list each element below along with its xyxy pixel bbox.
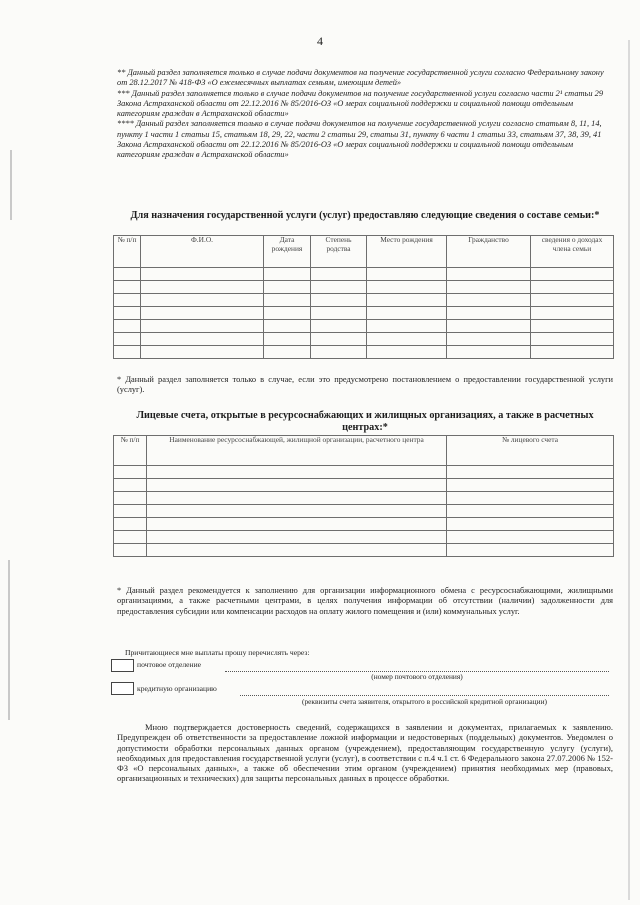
declaration-text: Мною подтверждается достоверность сведений, содержащихся в заявлении и документах, прилагаемых к заявлению. Предупрежден об ответственности за предоставление ложной информации и недостоверных (поддельных) документов. Уведомлен о допустимости обработки персональных данных органом (учреждением), предоставляющим государственную услугу (услуги), необходимых для предоставления государственной услуги (услуг), в соответствии с п.4 ч.1 ст. 6 Федерального закона 27.07.2006 № 152-ФЗ «О персональных данных», а также об обеспечении этим органом (учреждением) принятия необходимых мер (правовых, организационных и технических) для защиты персональных данных в процессе обработки. <box>117 722 613 784</box>
table-cell[interactable] <box>447 492 614 505</box>
table-cell[interactable] <box>531 333 614 346</box>
family-row <box>114 294 614 307</box>
table-cell[interactable] <box>447 346 531 359</box>
accounts-row <box>114 492 614 505</box>
table-cell[interactable] <box>147 544 447 557</box>
family-col-header: Гражданство <box>447 236 531 268</box>
table-cell[interactable] <box>264 307 311 320</box>
table-cell[interactable] <box>367 294 447 307</box>
table-cell[interactable] <box>147 518 447 531</box>
accounts-row <box>114 531 614 544</box>
accounts-row <box>114 466 614 479</box>
table-cell[interactable] <box>141 320 264 333</box>
accounts-row <box>114 544 614 557</box>
family-col-header: Ф.И.О. <box>141 236 264 268</box>
table-cell[interactable] <box>114 281 141 294</box>
table-cell[interactable] <box>114 346 141 359</box>
family-col-header: сведения о доходах члена семьи <box>531 236 614 268</box>
table-cell[interactable] <box>311 333 367 346</box>
table-cell[interactable] <box>147 466 447 479</box>
table-cell[interactable] <box>264 346 311 359</box>
table-cell[interactable] <box>311 281 367 294</box>
table-cell[interactable] <box>311 307 367 320</box>
accounts-col-header: № п/п <box>114 436 147 466</box>
table-cell[interactable] <box>114 531 147 544</box>
bank-field[interactable] <box>240 695 609 696</box>
table-cell[interactable] <box>141 294 264 307</box>
bank-caption: (реквизиты счета заявителя, открытого в российской кредитной организации) <box>302 697 547 706</box>
scan-margin-mark <box>10 150 12 220</box>
post-office-caption: (номер почтового отделения) <box>371 672 463 681</box>
table-cell[interactable] <box>114 544 147 557</box>
table-cell[interactable] <box>264 268 311 281</box>
scan-margin-mark <box>628 40 630 900</box>
table-cell[interactable] <box>311 346 367 359</box>
family-col-header: № п/п <box>114 236 141 268</box>
table-cell[interactable] <box>367 281 447 294</box>
table-cell[interactable] <box>114 518 147 531</box>
note-item: ** Данный раздел заполняется только в случае подачи документов на получение государственной услуги согласно Федеральному закону от 28.12.2017 № 418-ФЗ «О ежемесячных выплатах семьям, имеющим детей» <box>117 68 604 88</box>
note-item: **** Данный раздел заполняется только в случае подачи документов на получение государственной услуги согласно статьям 8, 11, 14, пункту 1 части 1 статьи 15, статьям 18, 29, 22, части 2 статьи 29, статьи 31, пункту 6 части 1 статьи 33, статьям 37, 38, 39, 41 Закона Астраханской области от 22.12.2016 № 85/2016-ОЗ «О мерах социальной поддержки и социальной помощи отдельным категориям граждан в Астраханской области» <box>117 119 602 160</box>
accounts-row <box>114 505 614 518</box>
table-cell[interactable] <box>114 479 147 492</box>
table-cell[interactable] <box>367 333 447 346</box>
accounts-col-header: № лицевого счета <box>447 436 614 466</box>
bank-label: кредитную организацию <box>137 684 217 693</box>
table-cell[interactable] <box>447 281 531 294</box>
table-cell[interactable] <box>141 346 264 359</box>
table-cell[interactable] <box>147 479 447 492</box>
accounts-col-header: Наименование ресурсоснабжающей, жилищной организации, расчетного центра <box>147 436 447 466</box>
table-cell[interactable] <box>531 294 614 307</box>
table-cell[interactable] <box>367 307 447 320</box>
table-cell[interactable] <box>141 281 264 294</box>
table-cell[interactable] <box>531 307 614 320</box>
family-footnote: * Данный раздел заполняется только в случае, если это предусмотрено постановлением о предоставлении государственной услуги (услуг). <box>117 375 613 395</box>
post-office-checkbox[interactable] <box>111 659 134 672</box>
table-cell[interactable] <box>367 268 447 281</box>
notes-block <box>117 68 613 161</box>
table-cell[interactable] <box>141 307 264 320</box>
table-cell[interactable] <box>114 268 141 281</box>
table-cell[interactable] <box>114 492 147 505</box>
note-item: *** Данный раздел заполняется только в случае подачи документов на получение государственной услуги согласно части 2¹ статьи 29 Закона Астраханской области от 22.12.2016 № 85/2016-ОЗ «О мерах социальной поддержки и социальной помощи отдельным категориям граждан в Астраханской области» <box>117 88 604 119</box>
family-heading: Для назначения государственной услуги (услуг) предоставляю следующие сведения о составе семьи:* <box>130 210 600 221</box>
family-row <box>114 268 614 281</box>
accounts-row <box>114 518 614 531</box>
table-cell[interactable] <box>447 518 614 531</box>
table-cell[interactable] <box>114 505 147 518</box>
table-cell[interactable] <box>367 346 447 359</box>
family-table <box>113 235 614 359</box>
table-cell[interactable] <box>264 333 311 346</box>
table-cell[interactable] <box>114 320 141 333</box>
table-cell[interactable] <box>447 320 531 333</box>
table-cell[interactable] <box>114 466 147 479</box>
table-cell[interactable] <box>447 268 531 281</box>
table-cell[interactable] <box>264 281 311 294</box>
accounts-row <box>114 479 614 492</box>
table-cell[interactable] <box>141 268 264 281</box>
table-cell[interactable] <box>447 294 531 307</box>
table-cell[interactable] <box>311 268 367 281</box>
accounts-table <box>113 435 614 557</box>
family-row <box>114 333 614 346</box>
table-cell[interactable] <box>264 294 311 307</box>
table-cell[interactable] <box>447 544 614 557</box>
table-cell[interactable] <box>447 505 614 518</box>
table-cell[interactable] <box>114 333 141 346</box>
family-row <box>114 281 614 294</box>
table-cell[interactable] <box>531 268 614 281</box>
table-cell[interactable] <box>114 307 141 320</box>
scan-margin-mark <box>8 560 10 720</box>
family-col-header: Степень родства <box>311 236 367 268</box>
table-cell[interactable] <box>447 479 614 492</box>
family-row <box>114 346 614 359</box>
table-cell[interactable] <box>531 281 614 294</box>
table-cell[interactable] <box>531 346 614 359</box>
table-cell[interactable] <box>141 333 264 346</box>
accounts-footnote: * Данный раздел рекомендуется к заполнению для организации информационного обмена с ресурсоснабжающими, жилищными организациями, а также расчетными центрами, в целях получения информации об отсутствии (наличии) задолженности для предоставления субсидии или компенсации расходов на оплату жилого помещения и (или) коммунальных услуг. <box>117 586 613 616</box>
family-col-header: Дата рождения <box>264 236 311 268</box>
table-cell[interactable] <box>311 320 367 333</box>
payment-intro: Причитающиеся мне выплаты прошу перечислять через: <box>125 648 310 657</box>
post-office-label: почтовое отделение <box>137 660 201 669</box>
table-cell[interactable] <box>147 492 447 505</box>
table-cell[interactable] <box>447 307 531 320</box>
accounts-heading: Лицевые счета, открытые в ресурсоснабжающих и жилищных организациях, а также в расчетных центрах:* <box>136 410 594 433</box>
table-cell[interactable] <box>447 333 531 346</box>
table-cell[interactable] <box>114 294 141 307</box>
table-cell[interactable] <box>447 531 614 544</box>
page-number: 4 <box>317 34 323 48</box>
bank-checkbox[interactable] <box>111 682 134 695</box>
table-cell[interactable] <box>147 531 447 544</box>
table-cell[interactable] <box>447 466 614 479</box>
table-cell[interactable] <box>531 320 614 333</box>
table-cell[interactable] <box>367 320 447 333</box>
table-cell[interactable] <box>147 505 447 518</box>
family-col-header: Место рождения <box>367 236 447 268</box>
family-row <box>114 320 614 333</box>
family-row <box>114 307 614 320</box>
table-cell[interactable] <box>311 294 367 307</box>
table-cell[interactable] <box>264 320 311 333</box>
